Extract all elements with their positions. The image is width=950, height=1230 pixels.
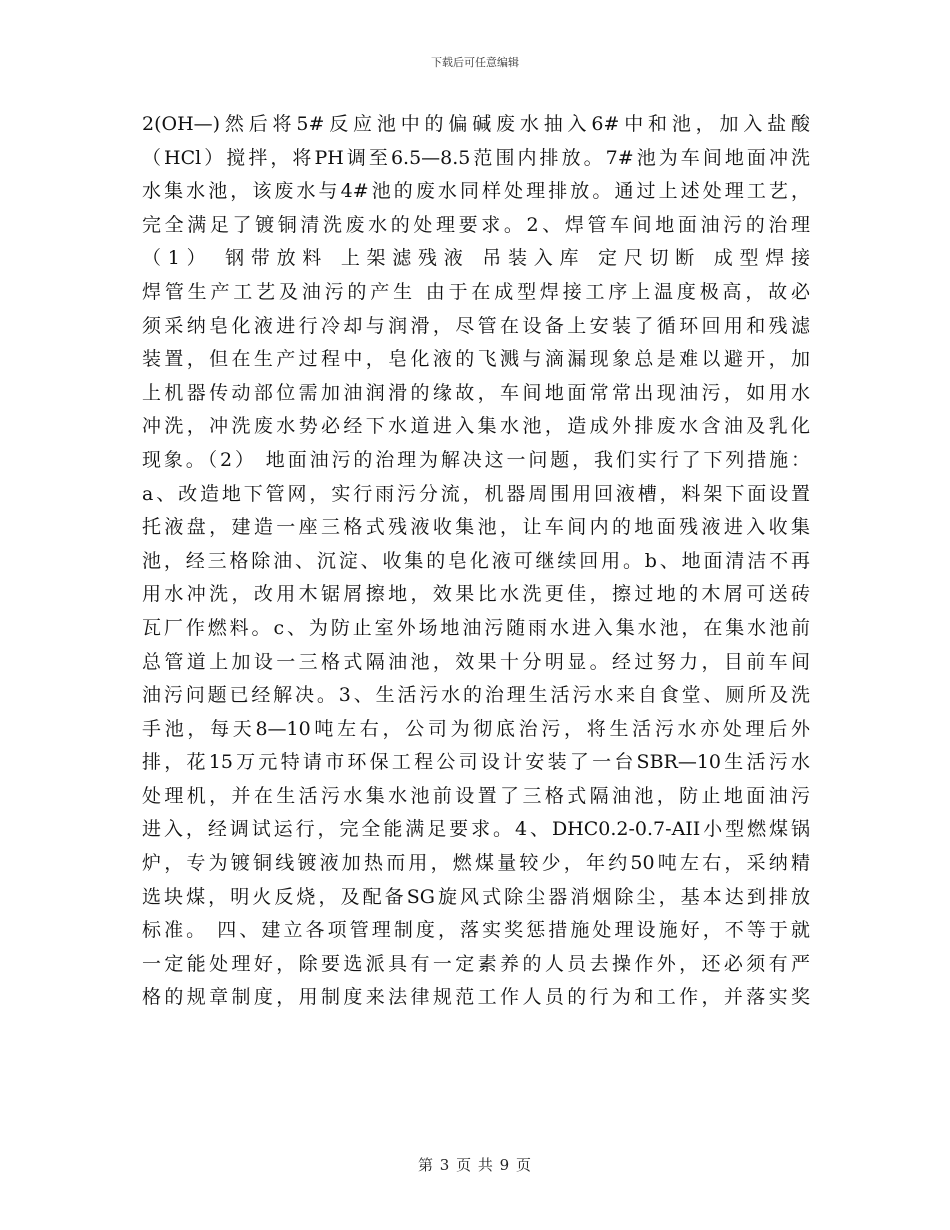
text-line: 一定能处理好，除要选派具有一定素养的人员去操作外，还必须有严 bbox=[142, 952, 810, 975]
page-footer: 第 3 页 共 9 页 bbox=[418, 1156, 532, 1174]
text-line: 现象。（2） 地面油污的治理为解决这一问题，我们实行了下列措施： bbox=[142, 448, 810, 471]
text-line: 选块煤，明火反烧，及配备SG旋风式除尘器消烟除尘，基本达到排放 bbox=[142, 885, 810, 908]
text-line: 手池，每天8—10吨左右，公司为彻底治污，将生活污水亦处理后外 bbox=[142, 717, 810, 740]
text-line: 冲洗，冲洗废水势必经下水道进入集水池，造成外排废水含油及乳化 bbox=[142, 415, 810, 438]
text-line: 标准。 四、建立各项管理制度，落实奖惩措施处理设施好，不等于就 bbox=[142, 919, 810, 942]
text-line: 上机器传动部位需加油润滑的缘故，车间地面常常出现油污，如用水 bbox=[142, 381, 810, 404]
text-line: 2(OH—)然后将5#反应池中的偏碱废水抽入6#中和池，加入盐酸 bbox=[142, 113, 810, 135]
text-line: 用水冲洗，改用木锯屑擦地，效果比水洗更佳，擦过地的木屑可送砖 bbox=[142, 583, 810, 606]
text-line: 排，花15万元特请市环保工程公司设计安装了一台SBR—10生活污水 bbox=[142, 751, 810, 774]
text-line: 水集水池，该废水与4#池的废水同样处理排放。通过上述处理工艺， bbox=[142, 180, 810, 203]
text-line: 格的规章制度，用制度来法律规范工作人员的行为和工作，并落实奖 bbox=[142, 986, 810, 1009]
text-line: （1） 钢带放料 上架滤残液 吊装入库 定尺切断 成型焊接 bbox=[142, 247, 810, 270]
text-line: 池，经三格除油、沉淀、收集的皂化液可继续回用。b、地面清洁不再 bbox=[142, 549, 810, 572]
text-line: 托液盘，建造一座三格式残液收集池，让车间内的地面残液进入收集 bbox=[142, 516, 810, 539]
text-line: 处理机，并在生活污水集水池前设置了三格式隔油池，防止地面油污 bbox=[142, 784, 810, 807]
page-header: 下载后可任意编辑 bbox=[431, 56, 519, 69]
text-line: 油污问题已经解决。3、生活污水的治理生活污水来自食堂、厕所及洗 bbox=[142, 684, 810, 707]
text-line: 炉，专为镀铜线镀液加热而用，燃煤量较少，年约50吨左右，采纳精 bbox=[142, 852, 810, 875]
text-line: 瓦厂作燃料。c、为防止室外场地油污随雨水进入集水池，在集水池前 bbox=[142, 616, 810, 639]
text-line: a、改造地下管网，实行雨污分流，机器周围用回液槽，料架下面设置 bbox=[142, 482, 810, 505]
text-line: 进入，经调试运行，完全能满足要求。4、DHC0.2-0.7-AII小型燃煤锅 bbox=[142, 818, 810, 841]
text-line: 完全满足了镀铜清洗废水的处理要求。2、焊管车间地面油污的治理 bbox=[142, 213, 810, 236]
text-line: 总管道上加设一三格式隔油池，效果十分明显。经过努力，目前车间 bbox=[142, 650, 810, 673]
text-line: 焊管生产工艺及油污的产生 由于在成型焊接工序上温度极高，故必 bbox=[142, 280, 810, 303]
body-text bbox=[142, 108, 810, 1015]
text-line: 装置，但在生产过程中，皂化液的飞溅与滴漏现象总是难以避开，加 bbox=[142, 348, 810, 371]
text-line: （HCl）搅拌，将PH调至6.5—8.5范围内排放。7#池为车间地面冲洗 bbox=[142, 146, 810, 169]
text-line: 须采纳皂化液进行冷却与润滑，尽管在设备上安装了循环回用和残滤 bbox=[142, 314, 810, 337]
